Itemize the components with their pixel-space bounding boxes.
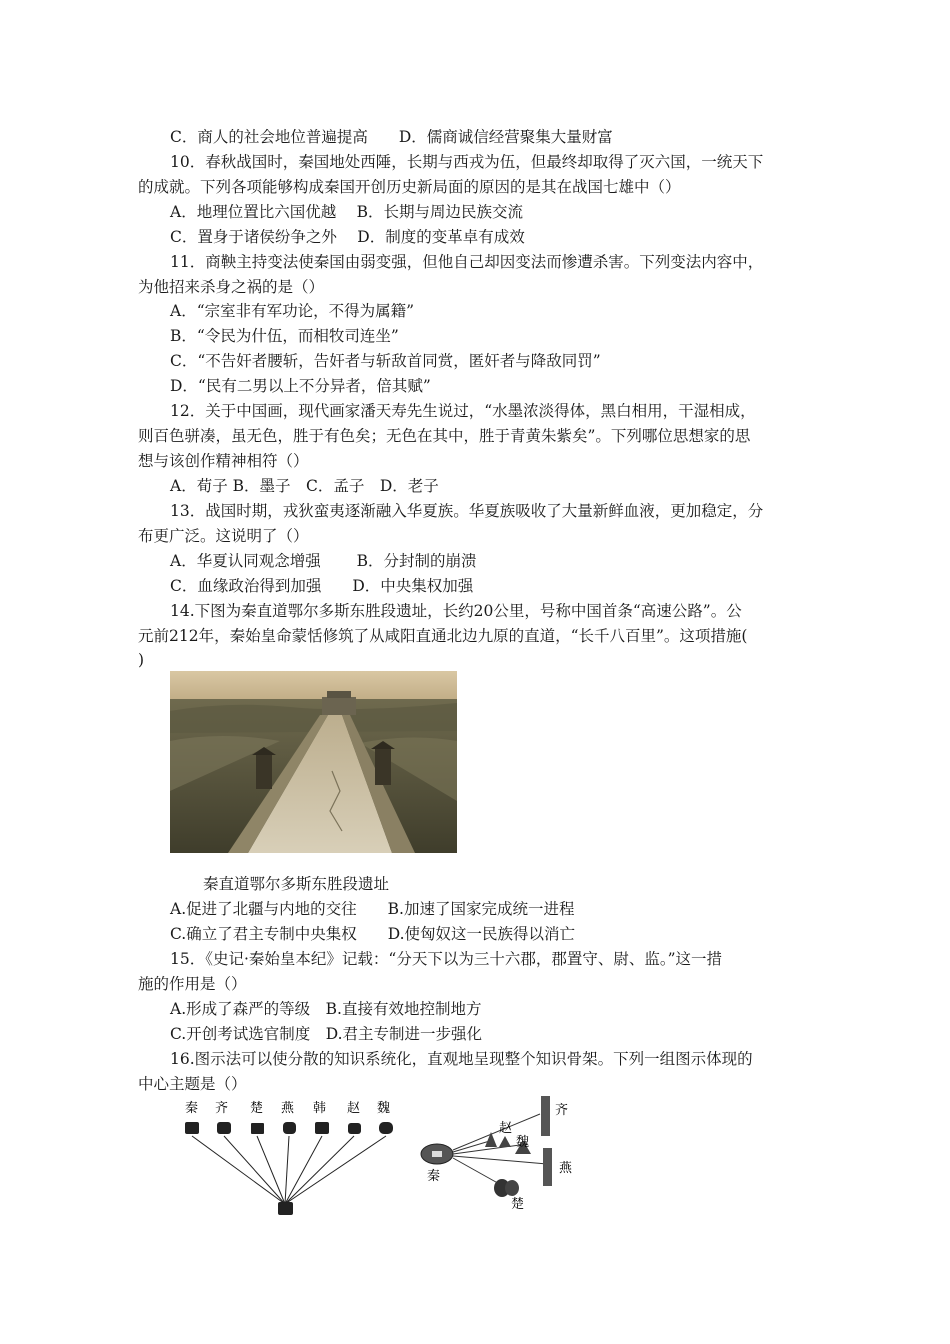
script-unification-diagram (185, 1100, 393, 1215)
coin-label: 魏 (516, 1135, 530, 1150)
state-name: 楚 (250, 1101, 264, 1116)
qin-straight-road-photo (170, 671, 457, 853)
coin-label: 齐 (555, 1103, 569, 1118)
state-name: 魏 (377, 1101, 391, 1116)
q14-stem-line1: 14.下图为秦直道鄂尔多斯东胜段遗址，长约20公里，号称中国首条“高速公路”。公 (170, 602, 742, 620)
coin-label: 秦 (427, 1169, 441, 1184)
photo-caption: 秦直道鄂尔多斯东胜段遗址 (203, 875, 390, 893)
q14-stem-line2: 元前212年，秦始皇命蒙恬修筑了从咸阳直通北边九原的直道，“长千八百里”。这项措施( (138, 627, 748, 645)
q13-stem-line1: 13．战国时期，戎狄蛮夷逐渐融入华夏族。华夏族吸收了大量新鲜血液，更加稳定，分 (170, 502, 764, 520)
ancient-script-glyphs (185, 1122, 393, 1134)
state-name: 秦 (185, 1101, 199, 1116)
q12-stem-line3: 想与该创作精神相符（） (138, 452, 309, 470)
coin-label: 赵 (499, 1121, 513, 1136)
q10-options-ab: A．地理位置比六国优越 B．长期与周边民族交流 (170, 203, 524, 221)
q10-options-cd: C．置身于诸侯纷争之外 D．制度的变革卓有成效 (170, 228, 525, 246)
q11-option-c: C．“不告奸者腰斩，告奸者与斩敌首同赏，匿奸者与降敌同罚” (170, 352, 601, 370)
q16-diagrams (175, 1092, 595, 1217)
q13-stem-line2: 布更广泛。这说明了（） (138, 527, 309, 545)
q16-stem-line2: 中心主题是（） (138, 1075, 247, 1093)
q16-stem-line1: 16.图示法可以使分散的知识系统化，直观地呈现整个知识骨架。下列一组图示体现的 (170, 1050, 753, 1068)
q12-stem-line2: 则百色骈凑，虽无色，胜于有色矣；无色在其中，胜于青黄朱紫矣”。下列哪位思想家的思 (138, 427, 751, 445)
q11-stem-line2: 为他招来杀身之祸的是（） (138, 278, 325, 296)
state-name: 燕 (281, 1101, 295, 1116)
qin-script-glyph (278, 1202, 293, 1215)
q15-stem-line1: 15．《史记·秦始皇本纪》记载：“分天下以为三十六郡，郡置守、尉、监。”这一措 (170, 950, 723, 968)
q15-options-ab: A.形成了森严的等级 B.直接有效地控制地方 (170, 1000, 482, 1018)
q12-options: A．荀子 B．墨子 C．孟子 D．老子 (170, 477, 439, 495)
currency-unification-diagram (421, 1096, 573, 1212)
coin-label: 楚 (511, 1197, 525, 1212)
q11-option-d: D．“民有二男以上不分异者，倍其赋” (170, 377, 431, 395)
q12-stem-line1: 12．关于中国画，现代画家潘天寿先生说过，“水墨浓淡得体，黑白相用，干湿相成， (170, 402, 756, 420)
q11-option-b: B．“令民为什伍，而相牧司连坐” (170, 327, 399, 345)
q14-stem-line3: ) (138, 651, 145, 669)
q10-stem-line2: 的成就。下列各项能够构成秦国开创历史新局面的原因的是其在战国七雄中（） (138, 178, 681, 196)
q13-options-ab: A．华夏认同观念增强 B．分封制的崩溃 (170, 552, 477, 570)
state-name: 赵 (347, 1101, 361, 1116)
q15-options-cd: C.开创考试选官制度 D.君主专制进一步强化 (170, 1025, 483, 1043)
q15-stem-line2: 施的作用是（） (138, 975, 247, 993)
state-name: 齐 (215, 1101, 229, 1116)
q13-options-cd: C．血缘政治得到加强 D．中央集权加强 (170, 577, 474, 595)
q14-options-cd: C.确立了君主专制中央集权 D.使匈奴这一民族得以消亡 (170, 925, 576, 943)
q11-stem-line1: 11．商鞅主持变法使秦国由弱变强，但他自己却因变法而惨遭杀害。下列变法内容中， (170, 253, 764, 271)
coin-label: 燕 (559, 1161, 573, 1176)
q11-option-a: A．“宗室非有军功论，不得为属籍” (170, 302, 415, 320)
q10-stem-line1: 10．春秋战国时，秦国地处西陲，长期与西戎为伍，但最终却取得了灭六国，一统天下 (170, 153, 764, 171)
state-name: 韩 (313, 1101, 327, 1116)
q14-options-ab: A.促进了北疆与内地的交往 B.加速了国家完成统一进程 (170, 900, 575, 918)
q9-options-cd: C．商人的社会地位普遍提高 D．儒商诚信经营聚集大量财富 (170, 128, 613, 146)
